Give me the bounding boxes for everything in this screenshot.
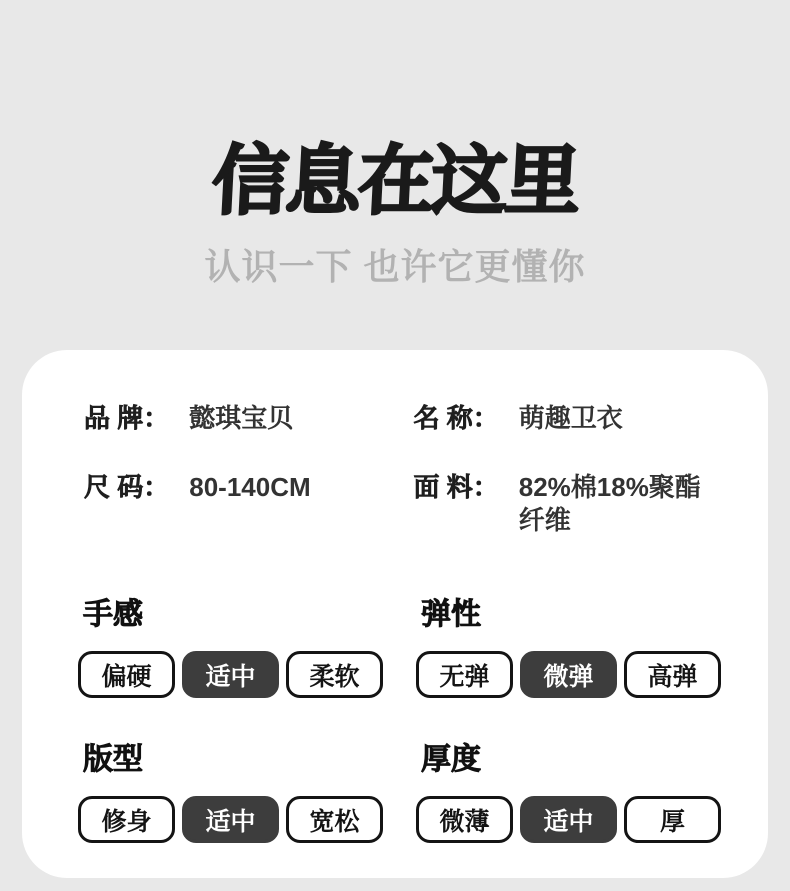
attr-thickness <box>416 742 721 843</box>
spec-name-label: 名 称： <box>413 403 499 434</box>
fit-option-loose[interactable]: 宽松 <box>286 796 383 843</box>
spec-size <box>84 471 381 537</box>
spec-size-value: 80-140CM <box>189 472 311 503</box>
attr-fit <box>78 742 383 843</box>
page-subtitle: 认识一下 也许它更懂你 <box>204 246 586 288</box>
elasticity-option-slight[interactable]: 微弹 <box>520 651 617 698</box>
attr-feel-options <box>78 651 383 698</box>
fit-option-slim[interactable]: 修身 <box>78 796 175 843</box>
spec-name <box>414 402 711 435</box>
attr-thickness-heading: 厚度 <box>421 743 481 777</box>
thickness-option-medium[interactable]: 适中 <box>520 796 617 843</box>
spec-brand-label: 品 牌： <box>84 403 170 434</box>
feel-option-hard[interactable]: 偏硬 <box>78 651 175 698</box>
spec-size-label: 尺 码： <box>84 472 170 503</box>
elasticity-option-high[interactable]: 高弹 <box>624 651 721 698</box>
spec-fabric-label: 面 料： <box>413 472 499 503</box>
spec-fabric <box>414 471 711 537</box>
spec-brand <box>84 402 381 435</box>
info-card <box>22 350 768 878</box>
spec-name-value: 萌趣卫衣 <box>518 403 623 434</box>
attr-feel <box>78 597 383 698</box>
fit-option-regular[interactable]: 适中 <box>182 796 279 843</box>
spec-brand-value: 懿琪宝贝 <box>189 403 294 434</box>
feel-option-soft[interactable]: 柔软 <box>286 651 383 698</box>
feel-option-medium[interactable]: 适中 <box>182 651 279 698</box>
attribute-list <box>78 597 710 843</box>
attr-fit-heading: 版型 <box>83 743 143 777</box>
attr-elasticity <box>416 597 721 698</box>
attr-elasticity-heading: 弹性 <box>421 598 481 632</box>
spec-fabric-value: 82%棉18%聚酯纤维 <box>518 472 701 536</box>
attr-elasticity-options <box>416 651 721 698</box>
elasticity-option-none[interactable]: 无弹 <box>416 651 513 698</box>
thickness-option-thin[interactable]: 微薄 <box>416 796 513 843</box>
attr-fit-options <box>78 796 383 843</box>
thickness-option-thick[interactable]: 厚 <box>624 796 721 843</box>
spec-list <box>84 402 710 537</box>
page-title: 信息在这里 <box>210 139 580 224</box>
hero-section <box>0 0 790 288</box>
attr-thickness-options <box>416 796 721 843</box>
attr-feel-heading: 手感 <box>83 598 143 632</box>
